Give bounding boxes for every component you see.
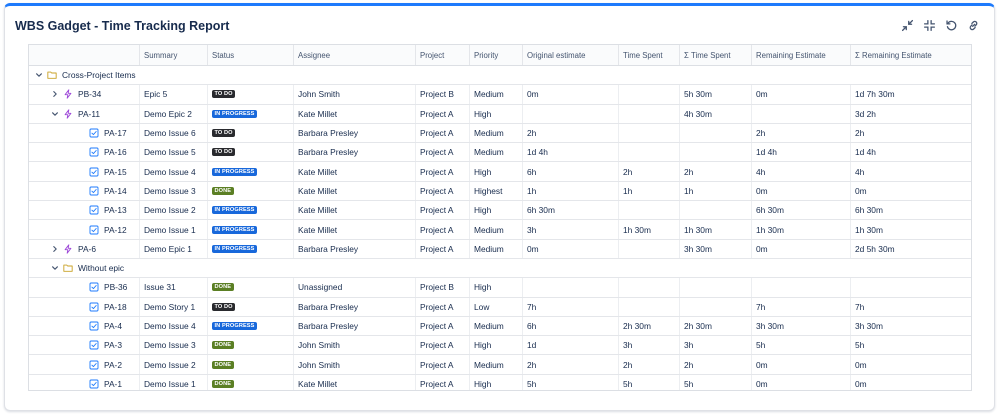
priority-cell: High: [469, 162, 522, 180]
original-estimate-cell: 1d 4h: [522, 143, 618, 161]
project-cell: Project A: [415, 105, 469, 123]
empty-cell: [469, 66, 522, 84]
project-cell: Project A: [415, 124, 469, 142]
key-cell: [77, 355, 122, 373]
priority-cell: Highest: [469, 182, 522, 200]
task-icon: [89, 128, 99, 138]
project-cell: Project A: [415, 375, 469, 391]
empty-cell: [415, 259, 469, 277]
status-badge: IN PROGRESS: [212, 110, 257, 118]
status-badge: DONE: [212, 283, 234, 291]
sum-time-spent-cell: 5h: [679, 375, 751, 391]
time-spent-cell: 2h 30m: [618, 317, 679, 335]
empty-cell: [293, 259, 415, 277]
table-row[interactable]: [29, 317, 972, 336]
priority-cell: Medium: [469, 240, 522, 258]
time-spent-cell: [618, 278, 679, 296]
sum-remaining-estimate-cell: 5h: [850, 336, 972, 354]
issue-key-link[interactable]: PA-17: [104, 128, 127, 139]
assignee-cell: Kate Millet: [293, 105, 415, 123]
issue-key-link[interactable]: PA-3: [104, 340, 122, 351]
table-row[interactable]: [29, 201, 972, 220]
status-cell: [207, 201, 293, 219]
status-badge: TO DO: [212, 148, 235, 156]
project-cell: Project A: [415, 182, 469, 200]
time-spent-cell: [618, 85, 679, 103]
status-badge: TO DO: [212, 303, 235, 311]
summary-cell[interactable]: Epic 5: [139, 85, 207, 103]
original-estimate-cell: 2h: [522, 355, 618, 373]
priority-cell: High: [469, 278, 522, 296]
summary-cell[interactable]: Demo Issue 3: [139, 182, 207, 200]
sum-time-spent-cell: 2h 30m: [679, 317, 751, 335]
summary-cell[interactable]: Demo Issue 5: [139, 143, 207, 161]
time-spent-cell: [618, 124, 679, 142]
key-cell: [51, 105, 100, 123]
status-cell: [207, 182, 293, 200]
time-spent-cell: 1h 30m: [618, 220, 679, 238]
key-cell: [77, 201, 127, 219]
table-row[interactable]: [29, 85, 972, 104]
project-cell: Project A: [415, 201, 469, 219]
empty-cell: [618, 66, 679, 84]
summary-cell[interactable]: Demo Epic 2: [139, 105, 207, 123]
priority-cell: Medium: [469, 220, 522, 238]
remaining-estimate-cell: 4h: [751, 162, 850, 180]
chevron-down-icon[interactable]: [51, 264, 59, 272]
epic-icon: [63, 244, 73, 254]
sum-time-spent-cell: [679, 278, 751, 296]
task-icon: [89, 282, 99, 292]
sum-time-spent-cell: 4h 30m: [679, 105, 751, 123]
remaining-estimate-cell: 0m: [751, 240, 850, 258]
key-cell: [77, 182, 127, 200]
summary-cell[interactable]: Demo Story 1: [139, 298, 207, 316]
issue-key-link[interactable]: PA-4: [104, 321, 122, 331]
original-estimate-cell: 0m: [522, 240, 618, 258]
table-row[interactable]: [29, 143, 972, 162]
task-icon: [89, 340, 99, 350]
sum-time-spent-cell: [679, 298, 751, 316]
column-header-sum-remaining-estimate[interactable]: Σ Remaining Estimate: [850, 45, 972, 65]
status-badge: DONE: [212, 341, 234, 349]
link-icon[interactable]: [966, 18, 980, 32]
table-row[interactable]: [29, 298, 972, 317]
key-cell: [77, 162, 127, 180]
time-spent-cell: [618, 105, 679, 123]
empty-cell: [850, 259, 972, 277]
status-cell: [207, 124, 293, 142]
priority-cell: Low: [469, 298, 522, 316]
empty-cell: [679, 259, 751, 277]
key-cell: [77, 298, 127, 316]
assignee-cell: John Smith: [293, 355, 415, 373]
remaining-estimate-cell: 7h: [751, 298, 850, 316]
status-cell: [207, 278, 293, 296]
task-icon: [89, 321, 99, 331]
remaining-estimate-cell: 0m: [751, 355, 850, 373]
issue-key-link[interactable]: PA-6: [78, 243, 96, 254]
key-cell: [77, 317, 122, 335]
sum-time-spent-cell: 1h 30m: [679, 220, 751, 238]
table-row[interactable]: [29, 124, 972, 143]
remaining-estimate-cell: 2h: [751, 124, 850, 142]
status-cell: [207, 240, 293, 258]
collapse-icon[interactable]: [900, 18, 914, 32]
original-estimate-cell: 6h: [522, 162, 618, 180]
sum-remaining-estimate-cell: 3h 30m: [850, 317, 972, 335]
project-cell: Project A: [415, 162, 469, 180]
status-cell: [207, 355, 293, 373]
empty-cell: [751, 66, 850, 84]
sum-remaining-estimate-cell: 6h 30m: [850, 201, 972, 219]
sum-time-spent-cell: 3h 30m: [679, 240, 751, 258]
status-cell: [207, 220, 293, 238]
sum-remaining-estimate-cell: 1d 4h: [850, 143, 972, 161]
sum-remaining-estimate-cell: 4h: [850, 162, 972, 180]
status-badge: DONE: [212, 380, 234, 388]
sum-remaining-estimate-cell: 0m: [850, 182, 972, 200]
task-icon: [89, 302, 99, 312]
group-label: Cross-Project Items: [62, 70, 136, 81]
sum-time-spent-cell: 2h: [679, 162, 751, 180]
table-row[interactable]: [29, 182, 972, 201]
key-cell: [77, 143, 127, 161]
key-cell: [77, 336, 122, 354]
assignee-cell: Barbara Presley: [293, 124, 415, 142]
table-row[interactable]: [29, 375, 972, 391]
refresh-icon[interactable]: [944, 18, 958, 32]
issue-key-link[interactable]: PA-1: [104, 378, 122, 389]
status-badge: TO DO: [212, 129, 235, 137]
column-header-assignee[interactable]: Assignee: [293, 45, 415, 65]
original-estimate-cell: 3h: [522, 220, 618, 238]
status-badge: IN PROGRESS: [212, 168, 257, 176]
time-spent-cell: 2h: [618, 355, 679, 373]
original-estimate-cell: 1h: [522, 182, 618, 200]
key-cell: [77, 278, 127, 296]
status-cell: [207, 162, 293, 180]
project-cell: Project A: [415, 143, 469, 161]
time-spent-cell: 2h: [618, 162, 679, 180]
priority-cell: Medium: [469, 317, 522, 335]
chevron-right-icon[interactable]: [51, 245, 59, 253]
sum-time-spent-cell: 3h: [679, 336, 751, 354]
sum-time-spent-cell: [679, 124, 751, 142]
task-icon: [89, 147, 99, 157]
key-cell: [77, 124, 127, 142]
gadget-toolbar: [900, 18, 980, 32]
assignee-cell: Barbara Presley: [293, 317, 415, 335]
key-cell: [51, 259, 124, 277]
remaining-estimate-cell: 5h: [751, 336, 850, 354]
group-row[interactable]: [29, 259, 972, 278]
time-spent-cell: [618, 240, 679, 258]
status-cell: [207, 298, 293, 316]
status-cell: [207, 105, 293, 123]
issue-key-link[interactable]: PA-15: [104, 166, 127, 177]
original-estimate-cell: 6h: [522, 317, 618, 335]
task-icon: [89, 205, 99, 215]
status-badge: IN PROGRESS: [212, 226, 257, 234]
summary-cell[interactable]: Issue 31: [139, 278, 207, 296]
sum-remaining-estimate-cell: [850, 278, 972, 296]
task-icon: [89, 186, 99, 196]
remaining-estimate-cell: 0m: [751, 85, 850, 103]
priority-cell: Medium: [469, 355, 522, 373]
table-row[interactable]: [29, 240, 972, 259]
issue-key-link[interactable]: PA-11: [78, 108, 101, 119]
assignee-cell: Barbara Presley: [293, 240, 415, 258]
project-cell: Project A: [415, 317, 469, 335]
key-cell: [77, 220, 127, 238]
folder-icon: [47, 70, 57, 80]
sum-remaining-estimate-cell: 0m: [850, 355, 972, 373]
priority-cell: High: [469, 336, 522, 354]
status-badge: DONE: [212, 187, 234, 195]
original-estimate-cell: [522, 278, 618, 296]
status-cell: [207, 143, 293, 161]
assignee-cell: Barbara Presley: [293, 143, 415, 161]
remaining-estimate-cell: [751, 278, 850, 296]
chevron-down-icon[interactable]: [35, 71, 43, 79]
table-row[interactable]: [29, 162, 972, 181]
time-spent-cell: [618, 201, 679, 219]
time-spent-cell: 1h: [618, 182, 679, 200]
empty-cell: [679, 66, 751, 84]
status-cell: [207, 317, 293, 335]
assignee-cell: Barbara Presley: [293, 298, 415, 316]
issue-key-link[interactable]: PA-18: [104, 301, 127, 312]
shrink-icon[interactable]: [922, 18, 936, 32]
assignee-cell: Kate Millet: [293, 162, 415, 180]
epic-icon: [63, 109, 73, 119]
status-badge: DONE: [212, 361, 234, 369]
key-cell: [35, 66, 136, 84]
column-header-sum-time-spent[interactable]: Σ Time Spent: [679, 45, 751, 65]
column-header-summary[interactable]: Summary: [139, 45, 207, 65]
table-row[interactable]: [29, 105, 972, 124]
sum-remaining-estimate-cell: 2h: [850, 124, 972, 142]
status-badge: IN PROGRESS: [212, 245, 257, 253]
issue-key-link[interactable]: PA-13: [104, 205, 127, 216]
priority-cell: Medium: [469, 143, 522, 161]
assignee-cell: Kate Millet: [293, 182, 415, 200]
table-row[interactable]: [29, 355, 972, 374]
original-estimate-cell: 5h: [522, 375, 618, 391]
empty-cell: [207, 259, 293, 277]
task-icon: [89, 379, 99, 389]
task-icon: [89, 225, 99, 235]
summary-cell[interactable]: Demo Issue 4: [139, 317, 207, 335]
sum-time-spent-cell: 2h: [679, 355, 751, 373]
empty-cell: [522, 66, 618, 84]
original-estimate-cell: 2h: [522, 124, 618, 142]
status-badge: IN PROGRESS: [212, 206, 257, 214]
sum-time-spent-cell: 5h 30m: [679, 85, 751, 103]
summary-cell[interactable]: Demo Issue 2: [139, 201, 207, 219]
column-header-original-estimate[interactable]: Original estimate: [522, 45, 618, 65]
summary-cell[interactable]: Demo Issue 3: [139, 336, 207, 354]
time-spent-cell: [618, 298, 679, 316]
empty-cell: [139, 259, 207, 277]
key-cell: [51, 240, 96, 258]
remaining-estimate-cell: 0m: [751, 182, 850, 200]
empty-cell: [293, 66, 415, 84]
summary-cell[interactable]: Demo Issue 6: [139, 124, 207, 142]
original-estimate-cell: [522, 105, 618, 123]
sum-time-spent-cell: 1h: [679, 182, 751, 200]
summary-cell[interactable]: Demo Epic 1: [139, 240, 207, 258]
table-row[interactable]: [29, 336, 972, 355]
assignee-cell: Kate Millet: [293, 201, 415, 219]
priority-cell: High: [469, 105, 522, 123]
group-label: Without epic: [78, 263, 125, 274]
sum-time-spent-cell: [679, 201, 751, 219]
empty-cell: [850, 66, 972, 84]
table-row[interactable]: [29, 220, 972, 239]
time-spent-cell: [618, 143, 679, 161]
status-badge: TO DO: [212, 90, 235, 98]
issue-key-link[interactable]: PA-14: [104, 185, 127, 196]
group-row[interactable]: [29, 66, 972, 85]
table-row[interactable]: [29, 278, 972, 297]
priority-cell: High: [469, 375, 522, 391]
remaining-estimate-cell: 3h 30m: [751, 317, 850, 335]
column-header-time-spent[interactable]: Time Spent: [618, 45, 679, 65]
priority-cell: Medium: [469, 124, 522, 142]
column-header-project[interactable]: Project: [415, 45, 469, 65]
remaining-estimate-cell: 1h 30m: [751, 220, 850, 238]
empty-cell: [522, 259, 618, 277]
empty-cell: [139, 66, 207, 84]
summary-cell[interactable]: Demo Issue 4: [139, 162, 207, 180]
assignee-cell: Kate Millet: [293, 375, 415, 391]
empty-cell: [469, 259, 522, 277]
time-tracking-table: [28, 44, 972, 391]
sum-remaining-estimate-cell: 1d 7h 30m: [850, 85, 972, 103]
priority-cell: High: [469, 201, 522, 219]
key-cell: [51, 85, 101, 103]
priority-cell: Medium: [469, 85, 522, 103]
project-cell: Project A: [415, 355, 469, 373]
status-cell: [207, 375, 293, 391]
issue-key-link[interactable]: PA-16: [104, 147, 127, 158]
column-header-key: [29, 45, 139, 65]
task-icon: [89, 360, 99, 370]
project-cell: Project A: [415, 336, 469, 354]
project-cell: Project B: [415, 278, 469, 296]
assignee-cell: Unassigned: [293, 278, 415, 296]
chevron-down-icon[interactable]: [51, 110, 59, 118]
issue-key-link[interactable]: PA-12: [104, 224, 127, 235]
status-cell: [207, 85, 293, 103]
assignee-cell: John Smith: [293, 85, 415, 103]
project-cell: Project A: [415, 298, 469, 316]
remaining-estimate-cell: 1d 4h: [751, 143, 850, 161]
original-estimate-cell: 0m: [522, 85, 618, 103]
sum-remaining-estimate-cell: 2d 5h 30m: [850, 240, 972, 258]
empty-cell: [207, 66, 293, 84]
column-header-priority[interactable]: Priority: [469, 45, 522, 65]
original-estimate-cell: 6h 30m: [522, 201, 618, 219]
epic-icon: [63, 89, 73, 99]
task-icon: [89, 167, 99, 177]
original-estimate-cell: 1d: [522, 336, 618, 354]
folder-icon: [63, 263, 73, 273]
empty-cell: [618, 259, 679, 277]
project-cell: Project B: [415, 85, 469, 103]
empty-cell: [415, 66, 469, 84]
time-spent-cell: 5h: [618, 375, 679, 391]
remaining-estimate-cell: [751, 105, 850, 123]
summary-cell[interactable]: Demo Issue 2: [139, 355, 207, 373]
summary-cell[interactable]: Demo Issue 1: [139, 220, 207, 238]
remaining-estimate-cell: 6h 30m: [751, 201, 850, 219]
empty-cell: [751, 259, 850, 277]
sum-remaining-estimate-cell: 1h 30m: [850, 220, 972, 238]
assignee-cell: John Smith: [293, 336, 415, 354]
status-badge: IN PROGRESS: [212, 322, 257, 330]
issue-key-link[interactable]: PB-34: [78, 89, 102, 100]
column-header-remaining-estimate[interactable]: Remaining Estimate: [751, 45, 850, 65]
sum-remaining-estimate-cell: 3d 2h: [850, 105, 972, 123]
table-header: [29, 45, 972, 66]
project-cell: Project A: [415, 220, 469, 238]
sum-remaining-estimate-cell: 7h: [850, 298, 972, 316]
key-cell: [77, 375, 122, 391]
sum-remaining-estimate-cell: 0m: [850, 375, 972, 391]
project-cell: Project A: [415, 240, 469, 258]
status-cell: [207, 336, 293, 354]
time-spent-cell: 3h: [618, 336, 679, 354]
sum-time-spent-cell: [679, 143, 751, 161]
column-header-status[interactable]: Status: [207, 45, 293, 65]
summary-cell[interactable]: Demo Issue 1: [139, 375, 207, 391]
issue-key-link[interactable]: PA-2: [104, 359, 122, 370]
assignee-cell: Kate Millet: [293, 220, 415, 238]
original-estimate-cell: 7h: [522, 298, 618, 316]
wbs-gadget: [4, 3, 995, 411]
gadget-title: WBS Gadget - Time Tracking Report: [15, 19, 230, 33]
remaining-estimate-cell: 0m: [751, 375, 850, 391]
issue-key-link[interactable]: PB-36: [104, 282, 128, 293]
chevron-right-icon[interactable]: [51, 90, 59, 98]
